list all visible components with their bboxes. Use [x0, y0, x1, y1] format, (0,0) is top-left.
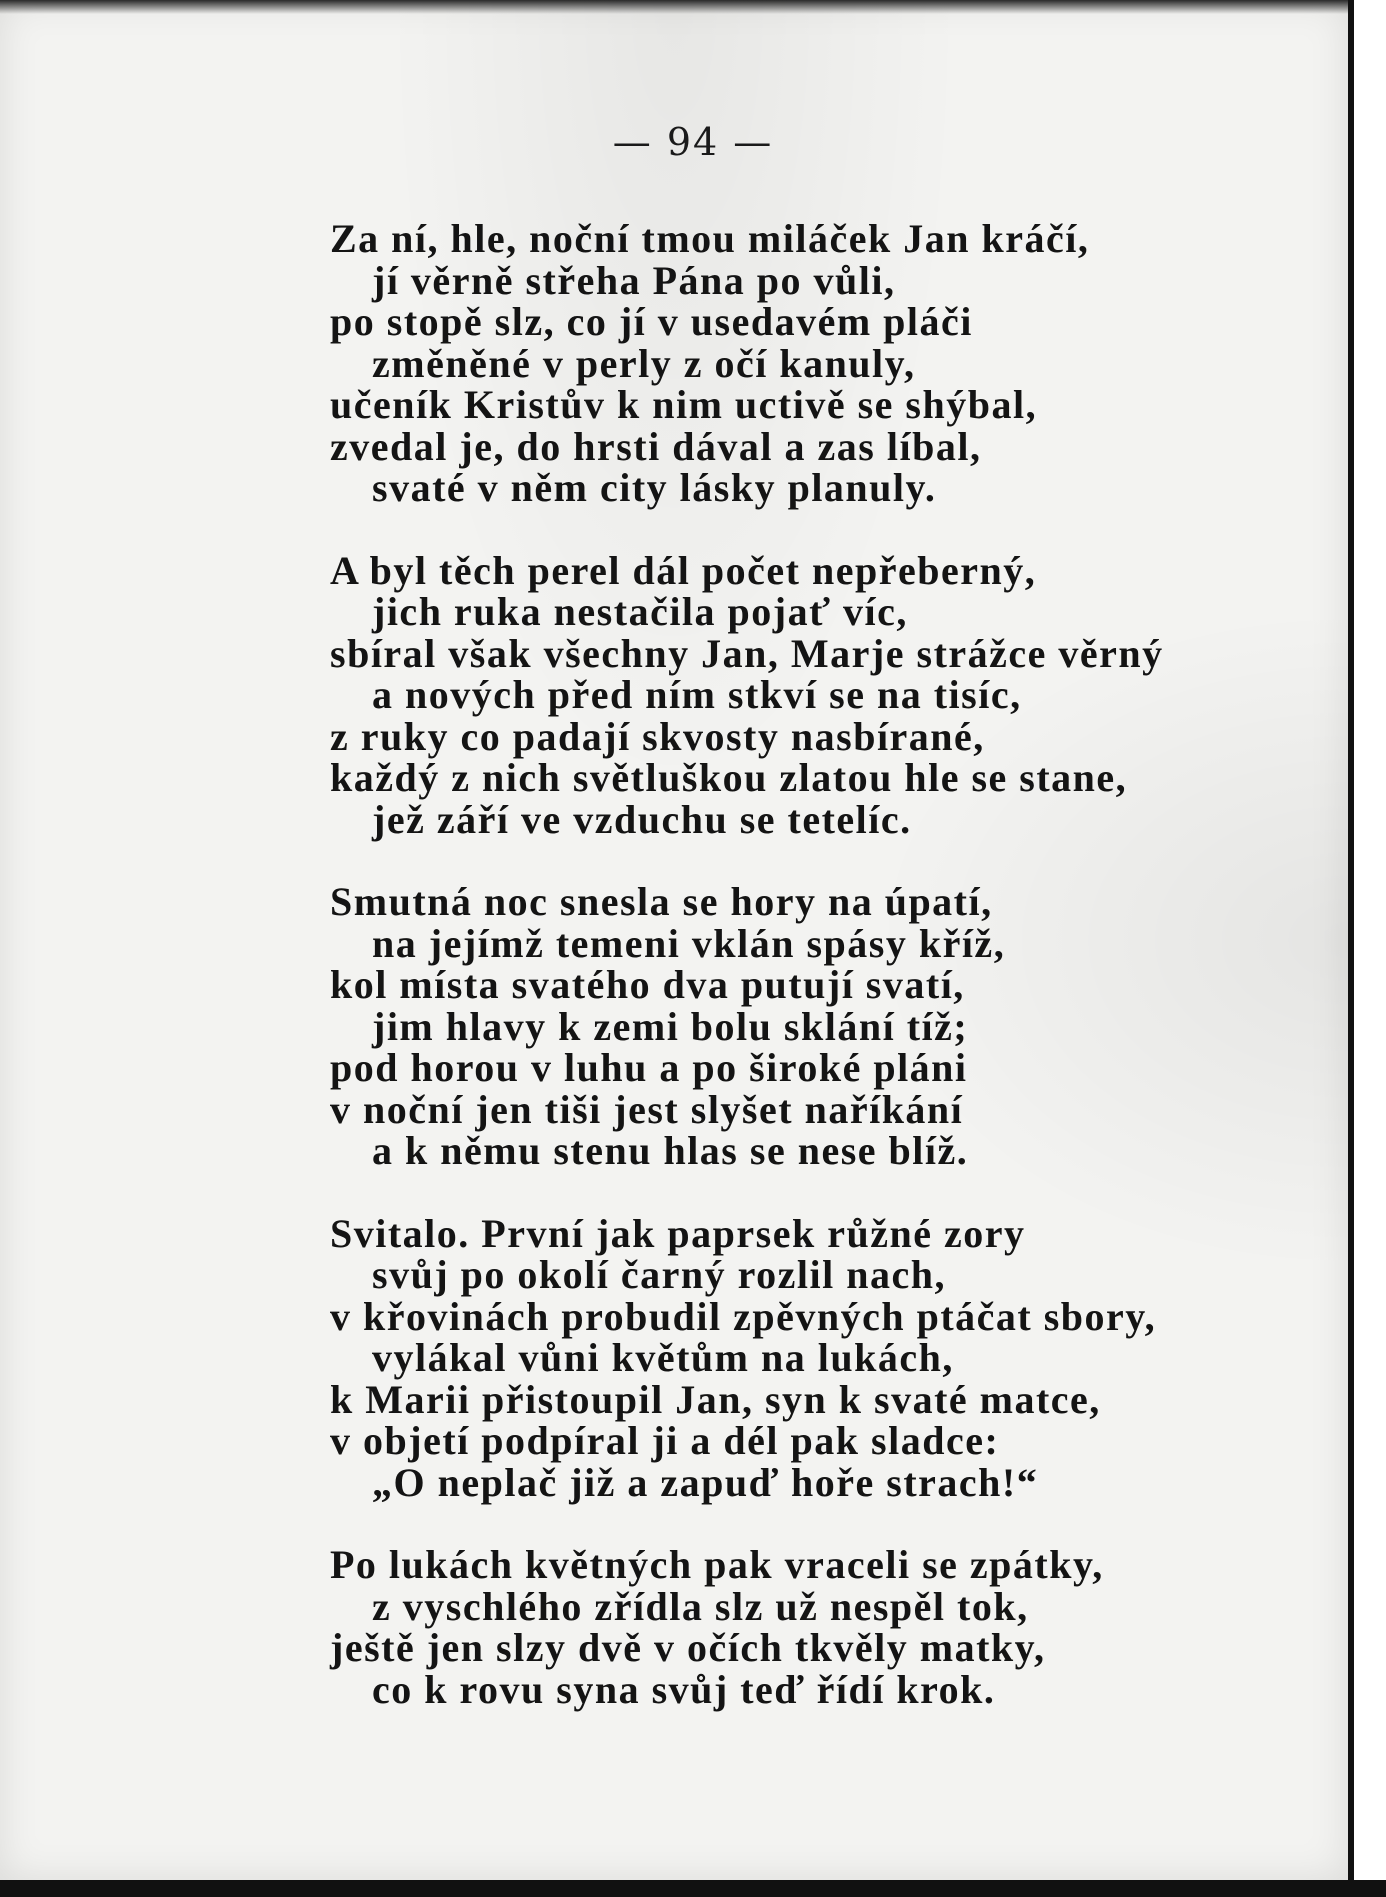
poem-line: na jejímž temeni vklán spásy kříž, — [372, 920, 1006, 966]
poem-line: a nových před ním stkví se na tisíc, — [372, 672, 1022, 717]
poem-line: po stopě slz, co jí v usedavém pláči — [330, 299, 973, 344]
poem-line: z vyschlého zřídla slz už nespěl tok, — [372, 1583, 1029, 1629]
poem-line: učeník Kristův k nim uctivě se shýbal, — [330, 382, 1038, 427]
poem-line: svaté v něm city lásky planuly. — [372, 465, 937, 510]
scan-top-shadow — [0, 0, 1348, 14]
poem-line: z ruky co padají skvosty nasbírané, — [330, 713, 985, 759]
poem-line: pod horou v luhu a po široké pláni — [330, 1045, 968, 1090]
stanza — [330, 547, 1230, 842]
poem-line: změněné v perly z očí kanuly, — [372, 340, 916, 386]
poem-line: Po lukách květných pak vraceli se zpátky, — [330, 1542, 1104, 1587]
poem-line: Svitalo. První jak paprsek růžné zory — [330, 1210, 1026, 1256]
poem-line: vylákal vůni květům na lukách, — [372, 1335, 954, 1380]
poem-line: v křovinách probudil zpěvných ptáčat sbory, — [330, 1293, 1157, 1339]
poem-line: svůj po okolí čarný rozlil nach, — [372, 1252, 946, 1297]
page-number: — 94 — — [612, 120, 774, 164]
stanza — [330, 1210, 1230, 1505]
poem-line: kol místa svatého dva putují svatí, — [330, 962, 965, 1007]
scan-right-border — [1348, 0, 1386, 1897]
poem-line: jež září ve vzduchu se tetelíc. — [372, 796, 912, 842]
poem-line: zvedal je, do hrsti dával a zas líbal, — [330, 423, 982, 469]
poem-line: co k rovu syna svůj teď řídí krok. — [372, 1666, 996, 1712]
poem-line: Smutná noc snesla se hory na úpatí, — [330, 879, 993, 924]
poem-line: „O neplač již a zapuď hoře strach!“ — [372, 1459, 1039, 1505]
poem-line: jim hlavy k zemi bolu sklání tíž; — [372, 1003, 969, 1049]
poem-line: v noční jen tiši jest slyšet naříkání — [330, 1086, 964, 1132]
poem-line: k Marii přistoupil Jan, syn k svaté matce, — [330, 1376, 1101, 1422]
poem-line: sbíral však všechny Jan, Marje strážce věrný — [330, 630, 1164, 676]
poem-line: jich ruka nestačila pojať víc, — [372, 589, 908, 634]
poem — [330, 218, 1230, 1751]
poem-line: každý z nich světluškou zlatou hle se stane, — [330, 755, 1128, 800]
poem-line: jí věrně střeha Pána po vůli, — [372, 257, 896, 303]
stanza — [330, 218, 1230, 509]
poem-line: A byl těch perel dál počet nepřeberný, — [330, 547, 1037, 593]
poem-line: v objetí podpíral ji a dél pak sladce: — [330, 1418, 1000, 1463]
poem-line: a k němu stenu hlas se nese blíž. — [372, 1128, 969, 1173]
scan-bottom-border — [0, 1880, 1386, 1897]
poem-line: ještě jen slzy dvě v očích tkvěly matky, — [330, 1625, 1046, 1670]
poem-line: Za ní, hle, noční tmou miláček Jan kráčí, — [330, 216, 1090, 261]
stanza — [330, 1544, 1230, 1710]
stanza — [330, 881, 1230, 1172]
